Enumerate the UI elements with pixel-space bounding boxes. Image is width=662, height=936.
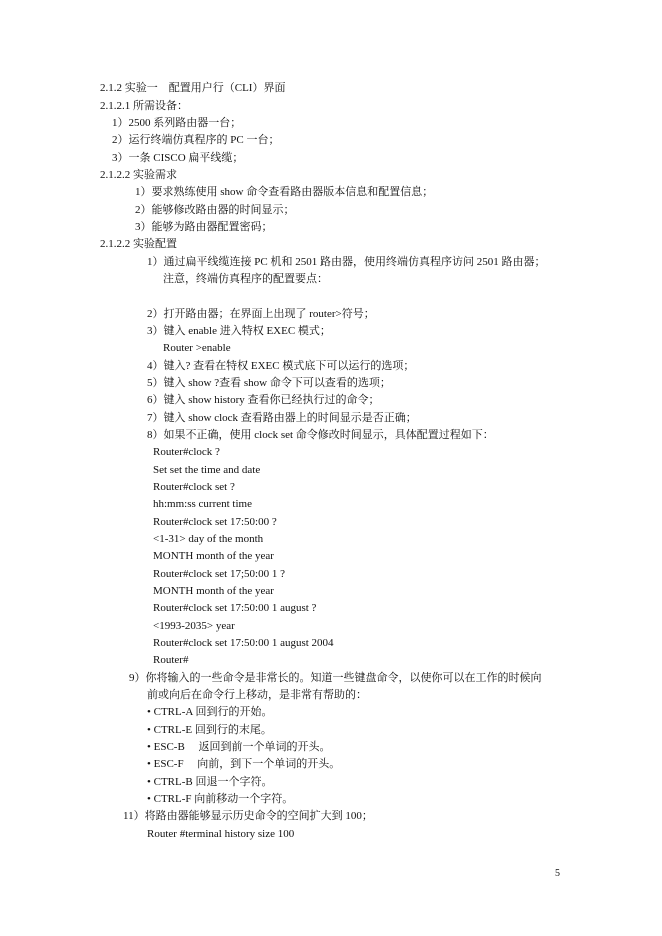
bullet-item: • CTRL-B 回退一个字符。 [147, 776, 273, 788]
bullet-item: • CTRL-E 回到行的末尾。 [147, 724, 272, 736]
list-item: 2）打开路由器；在界面上出现了 router>符号； [147, 308, 375, 320]
list-item: 4）键入? 查看在特权 EXEC 模式底下可以运行的选项； [147, 360, 415, 372]
code-line: MONTH month of the year [153, 550, 274, 562]
list-item: 7）键入 show clock 查看路由器上的时间显示是否正确； [147, 412, 417, 424]
list-item: 2）能够修改路由器的时间显示； [135, 204, 295, 216]
subsection-heading: 2.1.2.2 实验需求 [100, 169, 177, 181]
list-item: 3）能够为路由器配置密码； [135, 221, 273, 233]
code-line: Router# [153, 654, 189, 666]
list-item: 5）键入 show ?查看 show 命令下可以查看的选项； [147, 377, 391, 389]
code-line: Router #terminal history size 100 [147, 828, 295, 840]
code-line: Router#clock set 17:50:00 1 august 2004 [153, 637, 334, 649]
code-line: Router#clock set 17:50:00 ? [153, 516, 277, 528]
code-line: Router#clock set ? [153, 481, 235, 493]
bullet-item: • CTRL-A 回到行的开始。 [147, 706, 273, 718]
list-item-continuation: 前或向后在命令行上移动，是非常有帮助的： [147, 689, 367, 701]
list-item: 3）一条 CISCO 扁平线缆； [112, 152, 244, 164]
bullet-item: • ESC-B 返回到前一个单词的开头。 [147, 741, 331, 753]
list-item: 1）2500 系列路由器一台； [112, 117, 242, 129]
bullet-item: • CTRL-F 向前移动一个字符。 [147, 793, 294, 805]
subsection-heading: 2.1.2.2 实验配置 [100, 238, 177, 250]
subsection-heading: 2.1.2.1 所需设备： [100, 100, 188, 112]
list-item-continuation: 注意，终端仿真程序的配置要点： [163, 273, 328, 285]
list-item: 6）键入 show history 查看你已经执行过的命令； [147, 394, 380, 406]
code-line: Router#clock set 17:50:00 1 august ? [153, 602, 317, 614]
code-line: MONTH month of the year [153, 585, 274, 597]
code-line: Router#clock set 17;50:00 1 ? [153, 568, 285, 580]
code-line: <1-31> day of the month [153, 533, 264, 545]
code-line: <1993-2035> year [153, 620, 235, 632]
list-item: 9）你将输入的一些命令是非常长的。知道一些键盘命令，以使你可以在工作的时候向 [129, 672, 542, 684]
list-item: 2）运行终端仿真程序的 PC 一台； [112, 134, 280, 146]
list-item: 8）如果不正确，使用 clock set 命令修改时间显示，具体配置过程如下： [147, 429, 494, 441]
code-line: Set set the time and date [153, 464, 261, 476]
code-line: Router#clock ? [153, 446, 220, 458]
code-line: Router >enable [163, 342, 231, 354]
bullet-item: • ESC-F 向前，到下一个单词的开头。 [147, 758, 341, 770]
section-heading: 2.1.2 实验一 配置用户行（CLI）界面 [100, 82, 286, 94]
list-item: 1）要求熟练使用 show 命令查看路由器版本信息和配置信息； [135, 186, 434, 198]
list-item: 11）将路由器能够显示历史命令的空间扩大到 100； [123, 810, 373, 822]
page-number: 5 [555, 868, 560, 879]
code-line: hh:mm:ss current time [153, 498, 252, 510]
list-item: 1）通过扁平线缆连接 PC 机和 2501 路由器，使用终端仿真程序访问 2501 路由器； [147, 256, 546, 268]
list-item: 3）键入 enable 进入特权 EXEC 模式； [147, 325, 331, 337]
